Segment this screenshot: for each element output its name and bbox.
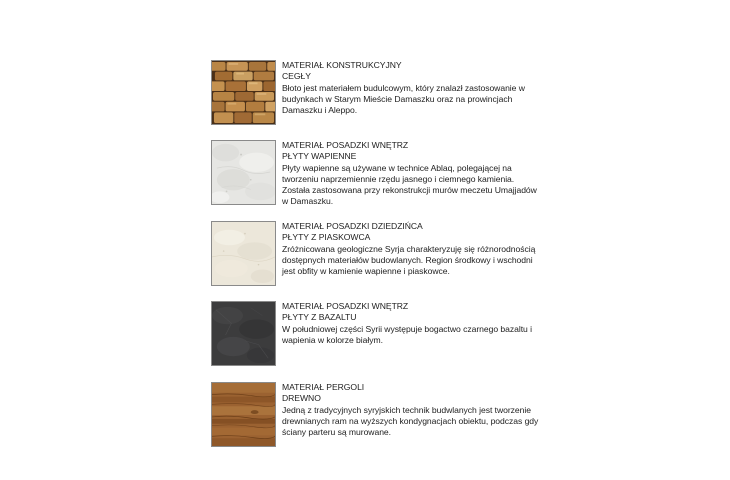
wood-texture-swatch (211, 382, 276, 447)
material-entry-limestone (211, 140, 551, 207)
limestone-text (282, 140, 544, 208)
sandstone-texture-image (212, 222, 275, 285)
brick-text (282, 60, 544, 116)
material-description: W południowej części Syrii występuje bogactwo czarnego bazaltu i wapienia w kolorze białym. (282, 323, 532, 345)
material-category: MATERIAŁ KONSTRUKCYJNY (282, 60, 402, 70)
material-description: Jedną z tradycyjnych syryjskich technik budwlanych jest tworzenie drewnianych ram na wyższych kondygnacjach obiektu, podczas gdy ściany parteru są murowane. (282, 404, 539, 438)
basalt-texture-swatch (211, 301, 276, 366)
material-category: MATERIAŁ POSADZKI WNĘTRZ (282, 140, 409, 150)
material-category: MATERIAŁ POSADZKI WNĘTRZ (282, 301, 409, 311)
brick-texture-swatch (211, 60, 276, 125)
limestone-texture-image (212, 141, 275, 204)
material-description: Błoto jest materiałem budulcowym, który znalazł zastosowanie w budynkach w Starym Mieście Damaszku oraz na prowincjach Damaszku i Aleppo. (282, 82, 525, 116)
wood-texture-image (212, 383, 275, 446)
material-category: MATERIAŁ PERGOLI (282, 382, 365, 392)
sandstone-texture-swatch (211, 221, 276, 286)
material-description: Zróżnicowana geologiczne Syrja charakteryzuję się różnorodnością dostępnych materiałów budowlanych. Region środkowy i wschodni jest obfity w kamienie wapienne i piaskowce. (282, 243, 536, 277)
material-category: MATERIAŁ POSADZKI DZIEDZIŃCA (282, 221, 423, 231)
material-description: Płyty wapienne są używane w technice Ablaq, polegającej na tworzeniu naprzemiennie rzędu jasnego i ciemnego kamienia. Została zastosowana przy rekonstrukcji murów meczetu Umajjadów w Damaszku. (282, 162, 537, 207)
sandstone-text (282, 221, 544, 277)
brick-texture-image (212, 61, 275, 124)
material-name: PŁYTY Z PIASKOWCA (282, 232, 371, 243)
wood-text (282, 382, 544, 438)
material-name: CEGŁY (282, 71, 311, 82)
material-entry-basalt (211, 301, 551, 368)
material-name: PŁYTY WAPIENNE (282, 151, 357, 162)
material-name: DREWNO (282, 393, 321, 404)
material-entry-sandstone (211, 221, 551, 288)
material-name: PŁYTY Z BAZALTU (282, 312, 357, 323)
basalt-texture-image (212, 302, 275, 365)
material-entry-brick (211, 60, 551, 127)
limestone-texture-swatch (211, 140, 276, 205)
basalt-text (282, 301, 544, 346)
material-entry-wood (211, 382, 551, 449)
